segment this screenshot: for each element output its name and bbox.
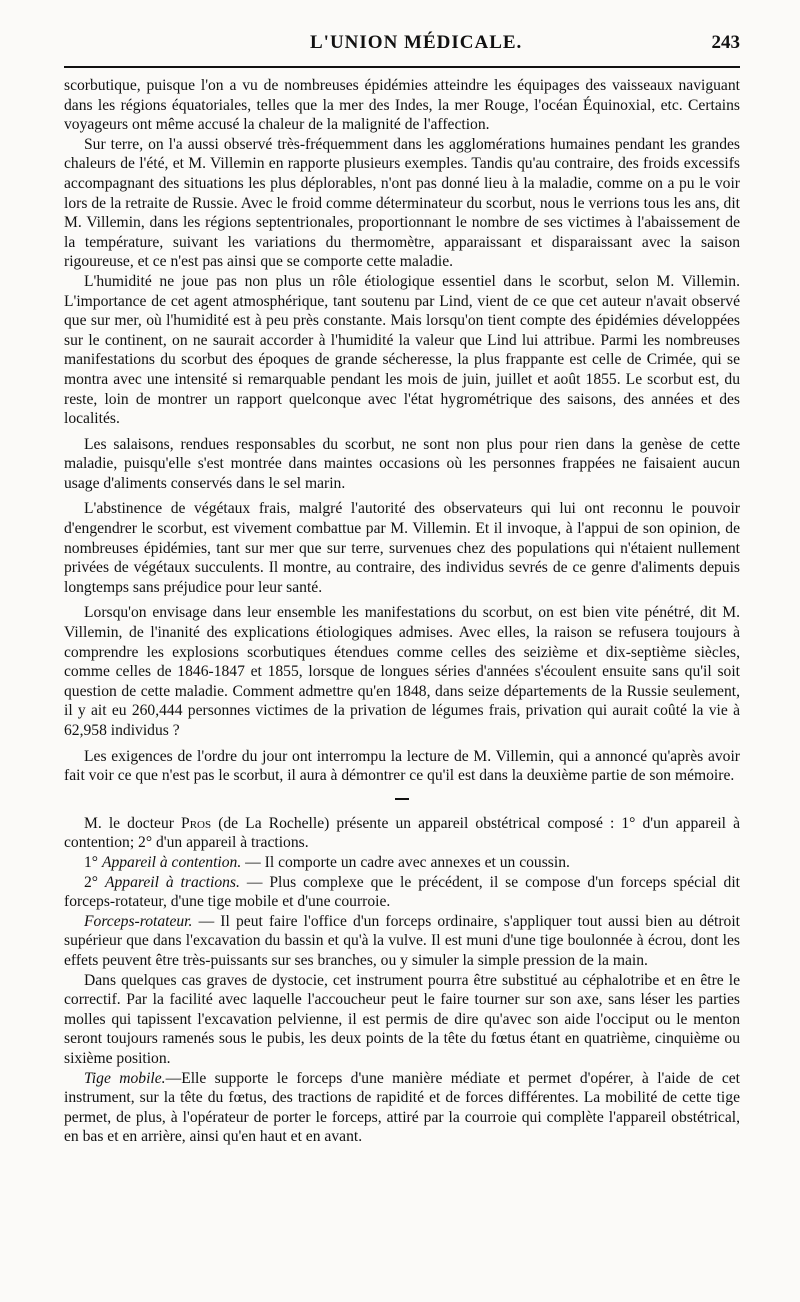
item1-number: 1° [84, 853, 102, 871]
item1-text: — Il comporte un cadre avec annexes et un coussin. [241, 853, 570, 871]
paragraph-exigences: Les exigences de l'ordre du jour ont interrompu la lecture de M. Villemin, qui a annoncé qu'après avoir fait voir ce que n'est pas le scorbut, il aura à démontrer ce qu'il est dans la deuxième partie de son mémoire. [64, 747, 740, 785]
item2-text: — Plus complexe que le précédent, il se compose d'un forceps spécial dit forceps-rotateur, d'une tige mobile et d'une courroie. [64, 873, 740, 911]
item2-number: 2° [84, 873, 105, 891]
pros-intro-b: (de La Rochelle) présente un appareil obstétrical composé : 1° d'un appareil à contention; 2° d'un appareil à tractions. [64, 814, 740, 852]
tige-title: Tige mobile. [84, 1069, 166, 1087]
section-separator [395, 798, 409, 800]
pros-name: Pros [181, 814, 212, 832]
article-body [64, 76, 740, 1147]
paragraph-salaisons: Les salaisons, rendues responsables du scorbut, ne sont non plus pour rien dans la genèse de cette maladie, puisqu'elle s'est montrée dans maintes occasions où les personnes frappées ne faisaient aucun usage d'aliments conservés dans le sel marin. [64, 435, 740, 492]
paragraph-item1 [64, 853, 740, 873]
paragraph-ensemble: Lorsqu'on envisage dans leur ensemble les manifestations du scorbut, on est bien vite pénétré, dit M. Villemin, de l'inanité des explications étiologiques admises. Avec elles, la raison se refusera toujours à comprendre les explosions scorbutiques étendues comme celles des seizième et dix-septième siècles, comme celles de 1846-1847 et 1855, lorsque de longues séries d'années s'écoulent ensuite sans qu'il soit question de cette maladie. Comment admettre qu'en 1848, dans seize départements de la Russie seulement, il y ait eu 260,444 personnes victimes de la privation de légumes frais, privation qui aurait coûté la vie à 62,958 individus ? [64, 604, 740, 739]
paragraph-scorbutique: scorbutique, puisque l'on a vu de nombreuses épidémies atteindre les équipages des vaisseaux naviguant dans les régions équatoriales, telles que la mer des Indes, la mer Rouge, l'océan Équinoxial, etc. Certains voyageurs ont même accusé la chaleur de la malignité de l'affection. [64, 77, 740, 134]
paragraph-abstinence: L'abstinence de végétaux frais, malgré l'autorité des observateurs qui lui ont reconnu le pouvoir d'engendrer le scorbut, est vivement combattue par M. Villemin. Et il invoque, à l'appui de son opinion, de nombreuses épidémies, tant sur mer que sur terre, survenues chez des populations qui n'étaient nullement privées de végétaux succulents. Il montre, au contraire, des individus sevrés de ce genre d'aliments depuis longtemps sans préjudice pour leur santé. [64, 500, 740, 596]
paragraph-forceps [64, 912, 740, 971]
paragraph-item2 [64, 873, 740, 912]
item1-title: Appareil à contention. [101, 853, 242, 871]
running-title: L'UNION MÉDICALE. [310, 32, 523, 53]
paragraph-pros-intro [64, 814, 740, 853]
paragraph-tige [64, 1069, 740, 1147]
header-rule [64, 66, 740, 68]
page-number: 243 [711, 32, 740, 53]
tige-text: —Elle supporte le forceps d'une manière médiate et permet d'opérer, à l'aide de cet instrument, sur la tête du fœtus, des tractions de rapidité et de forces différentes. La mobilité de cette tige permet, de plus, à l'opérateur de porter le forceps, attiré par la courroie qui complète l'appareil obstétrical, en bas et en arrière, ainsi qu'en haut et en avant. [64, 1069, 740, 1146]
forceps-text: — Il peut faire l'office d'un forceps ordinaire, s'appliquer tout aussi bien au détroit supérieur que dans l'excavation du bassin et qu'à la vulve. Il est muni d'une tige boulonnée à écrou, dont les effets peuvent être très-puissants sur ses branches, ou y simuler la simple pression de la main. [64, 912, 740, 969]
item2-title: Appareil à tractions. [104, 873, 240, 891]
pros-intro-a: M. le docteur [84, 814, 182, 832]
forceps-title: Forceps-rotateur. [84, 912, 193, 930]
page-header [64, 32, 740, 60]
paragraph-humidite: L'humidité ne joue pas non plus un rôle étiologique essentiel dans le scorbut, selon M. Villemin. L'importance de cet agent atmosphérique, tant soutenu par Lind, vient de ce que cet auteur n'avait observé que sur mer, où l'humidité est à peu près constante. Mais lorsqu'on tient compte des épidémies développées sur le continent, on ne saurait accorder à l'humidité la valeur que Lind lui attribue. Parmi les nombreuses manifestations du scorbut des époques de grande sécheresse, la plus frappante est celle de Crimée, qui se montra avec une intensité si remarquable pendant les mois de juin, juillet et août 1855. Le scorbut est, du reste, loin de montrer un rapport quelconque avec l'état hygrométrique des saisons, des années et des localités. [64, 272, 740, 428]
paragraph-dystocie: Dans quelques cas graves de dystocie, cet instrument pourra être substitué au céphalotribe et en être le correctif. Par la facilité avec laquelle l'accoucheur peut le faire tourner sur son axe, sans léser les parties molles qui tapissent l'excavation pelvienne, il est permis de dire qu'avec son aide l'occiput ou le menton seront toujours ramenés sous le pubis, les deux points de la tête du fœtus étant en quatrième, cinquième ou sixième position. [64, 971, 740, 1067]
paragraph-sur-terre: Sur terre, on l'a aussi observé très-fréquemment dans les agglomérations humaines pendant les grandes chaleurs de l'été, et M. Villemin en rapporte plusieurs exemples. Tandis qu'au contraire, des froids excessifs accompagnant des situations les plus déplorables, n'ont pas donné lieu à la maladie, comme on a pu le voir lors de la retraite de Russie. Avec le froid comme déterminateur du scorbut, nous le verrions tous les ans, dit M. Villemin, dans les régions septentrionales, proportionnant le nombre de ses victimes à l'abaissement de la température, suivant les variations du thermomètre, apparaissant et disparaissant avec la saison rigoureuse, et ce n'est pas ainsi que se comporte cette maladie. [64, 135, 740, 271]
